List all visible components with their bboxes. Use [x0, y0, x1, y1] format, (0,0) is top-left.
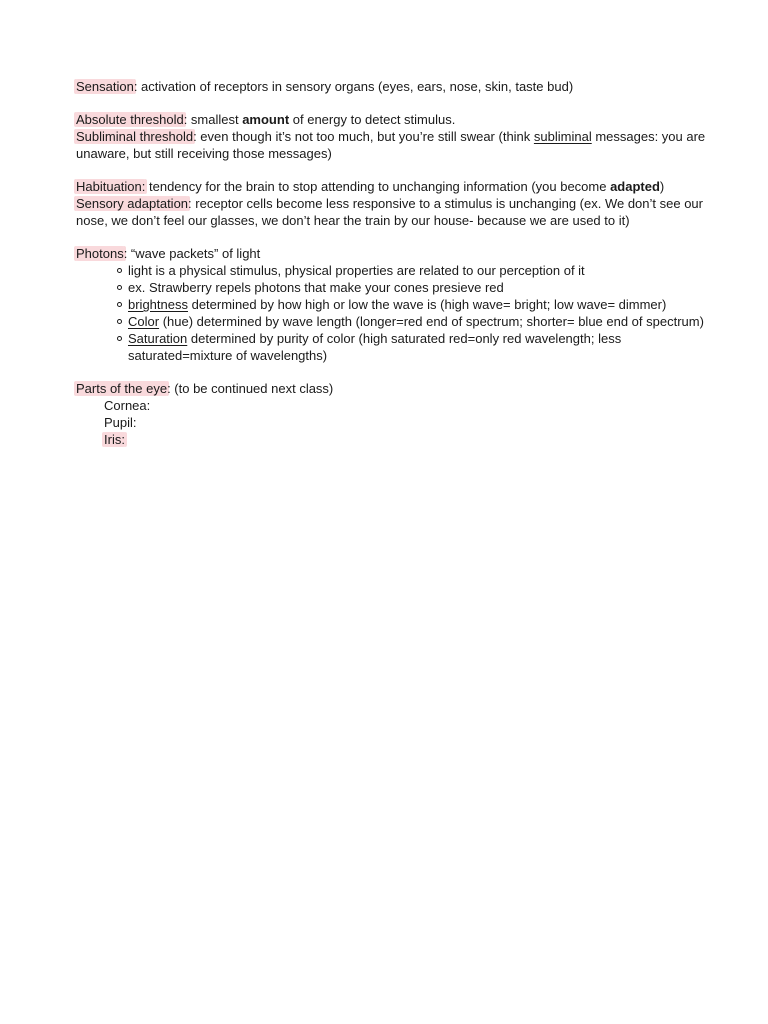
habituation-term: Habituation:: [76, 179, 146, 194]
photons-line: [76, 245, 716, 262]
bullet-text: (hue) determined by wave length (longer=red end of spectrum; shorter= blue end of spectrum): [159, 314, 704, 329]
hollow-bullet-icon: [117, 336, 122, 341]
sensory-adaptation-line: [76, 195, 716, 229]
list-item: [118, 279, 716, 296]
parts-of-eye-term: Parts of the eye: [76, 381, 168, 396]
notes-page: [76, 78, 716, 448]
absolute-threshold-text-after: of energy to detect stimulus.: [289, 112, 456, 127]
sensation-term: Sensation: [76, 79, 134, 94]
subliminal-threshold-text-before: : even though it’s not too much, but you’re still swear (think: [193, 129, 534, 144]
list-item: [104, 431, 716, 448]
sensation-line: [76, 78, 716, 95]
list-item: [118, 330, 716, 364]
sensory-adaptation-definition: : receptor cells become less responsive to a stimulus is unchanging (ex. We don’t see our nose, we don’t feel our glasses, we don’t hear the train by our house- because we are used to it): [76, 196, 703, 228]
habituation-bold: adapted: [610, 179, 660, 194]
subliminal-underlined: subliminal: [533, 129, 592, 144]
bullet-text: determined by how high or low the wave is (high wave= bright; low wave= dimmer): [187, 297, 667, 312]
habituation-text-before: tendency for the brain to stop attending to unchanging information (you become: [145, 179, 611, 194]
list-item: [118, 313, 716, 330]
bullet-underlined: Color: [128, 314, 160, 329]
list-item: [104, 414, 716, 431]
subliminal-threshold-line: [76, 128, 716, 162]
subliminal-threshold-text-after: messages: you are unaware, but still receiving those messages): [76, 129, 706, 161]
sensation-definition: : activation of receptors in sensory organs (eyes, ears, nose, skin, taste bud): [133, 79, 574, 94]
subliminal-threshold-term: Subliminal threshold: [76, 129, 194, 144]
habituation-line: [76, 178, 716, 195]
photons-term: Photons: [76, 246, 124, 261]
absolute-threshold-term: Absolute threshold: [76, 112, 184, 127]
parts-of-eye-line: [76, 380, 716, 397]
absolute-threshold-line: [76, 111, 716, 128]
sensory-adaptation-term: Sensory adaptation: [76, 196, 189, 211]
eye-part-cornea: Cornea:: [104, 398, 151, 413]
eye-part-iris: Iris:: [104, 432, 125, 447]
habituation-text-after: ): [659, 179, 665, 194]
bullet-text: light is a physical stimulus, physical properties are related to our perception of it: [128, 263, 585, 278]
bullet-underlined: Saturation: [128, 331, 188, 346]
hollow-bullet-icon: [117, 319, 122, 324]
bullet-text: ex. Strawberry repels photons that make your cones presieve red: [128, 280, 504, 295]
hollow-bullet-icon: [117, 302, 122, 307]
list-item: [104, 397, 716, 414]
parts-of-eye-text: : (to be continued next class): [167, 381, 334, 396]
list-item: [118, 262, 716, 279]
absolute-threshold-text-before: : smallest: [183, 112, 243, 127]
eye-parts-list: [76, 397, 716, 448]
bullet-underlined: brightness: [128, 297, 188, 312]
hollow-bullet-icon: [117, 268, 122, 273]
list-item: [118, 296, 716, 313]
eye-part-pupil: Pupil:: [104, 415, 137, 430]
absolute-threshold-bold: amount: [242, 112, 290, 127]
photons-definition: : “wave packets” of light: [123, 246, 261, 261]
photons-bullet-list: [76, 262, 716, 364]
hollow-bullet-icon: [117, 285, 122, 290]
bullet-text: determined by purity of color (high saturated red=only red wavelength; less saturated=mixture of wavelengths): [128, 331, 622, 363]
